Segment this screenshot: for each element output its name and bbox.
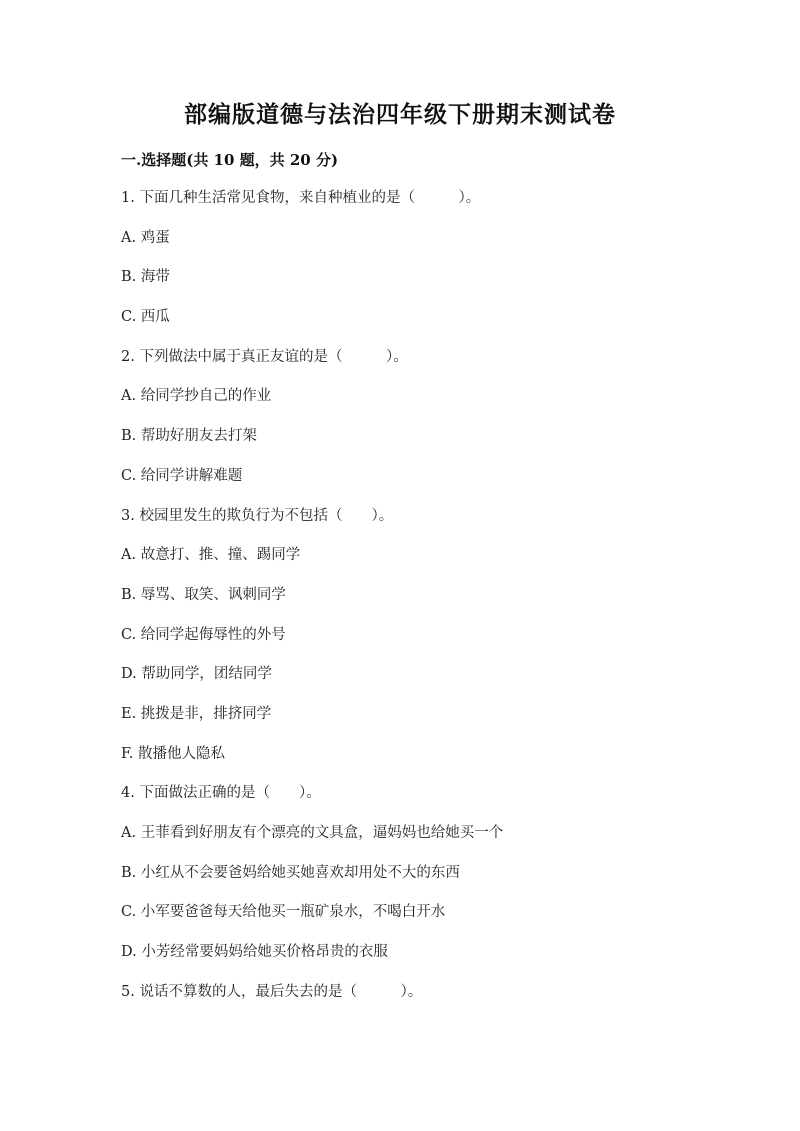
question-1-option-b: B. 海带: [121, 269, 170, 286]
question-2-option-b: B. 帮助好朋友去打架: [121, 428, 257, 445]
question-list: [121, 188, 721, 1021]
question-3-option-f: F. 散播他人隐私: [121, 745, 226, 762]
question-4-option-c: C. 小军要爸爸每天给他买一瓶矿泉水，不喝白开水: [121, 904, 446, 921]
exam-title: 部编版道德与法治四年级下册期末测试卷: [184, 101, 616, 128]
question-3-stem: 3. 校园里发生的欺负行为不包括（ ）。: [121, 507, 394, 524]
question-1-option-c: C. 西瓜: [121, 309, 170, 326]
question-1-option-a: A. 鸡蛋: [121, 229, 170, 246]
question-2-option-a: A. 给同学抄自己的作业: [121, 388, 272, 405]
question-4-option-b: B. 小红从不会要爸妈给她买她喜欢却用处不大的东西: [121, 864, 460, 881]
question-3-option-e: E. 挑拨是非，排挤同学: [121, 705, 272, 722]
question-2-stem: 2. 下列做法中属于真正友谊的是（ ）。: [121, 348, 408, 365]
question-4-option-d: D. 小芳经常要妈妈给她买价格昂贵的衣服: [121, 944, 388, 961]
question-2-option-c: C. 给同学讲解难题: [121, 467, 243, 484]
question-1-stem: 1. 下面几种生活常见食物，来自种植业的是（ ）。: [121, 190, 481, 206]
question-3-option-d: D. 帮助同学，团结同学: [121, 666, 272, 683]
question-3-option-a: A. 故意打、推、撞、踢同学: [121, 547, 301, 564]
question-3-option-c: C. 给同学起侮辱性的外号: [121, 626, 286, 643]
question-4-stem: 4. 下面做法正确的是（ ）。: [121, 785, 321, 802]
question-4-option-a: A. 王菲看到好朋友有个漂亮的文具盒，逼妈妈也给她买一个: [121, 825, 504, 841]
question-5-stem: 5. 说话不算数的人，最后失去的是（ ）。: [121, 983, 423, 1000]
section-heading: 一.选择题(共 10 题，共 20 分): [121, 151, 339, 169]
question-3-option-b: B. 辱骂、取笑、讽刺同学: [121, 586, 286, 603]
